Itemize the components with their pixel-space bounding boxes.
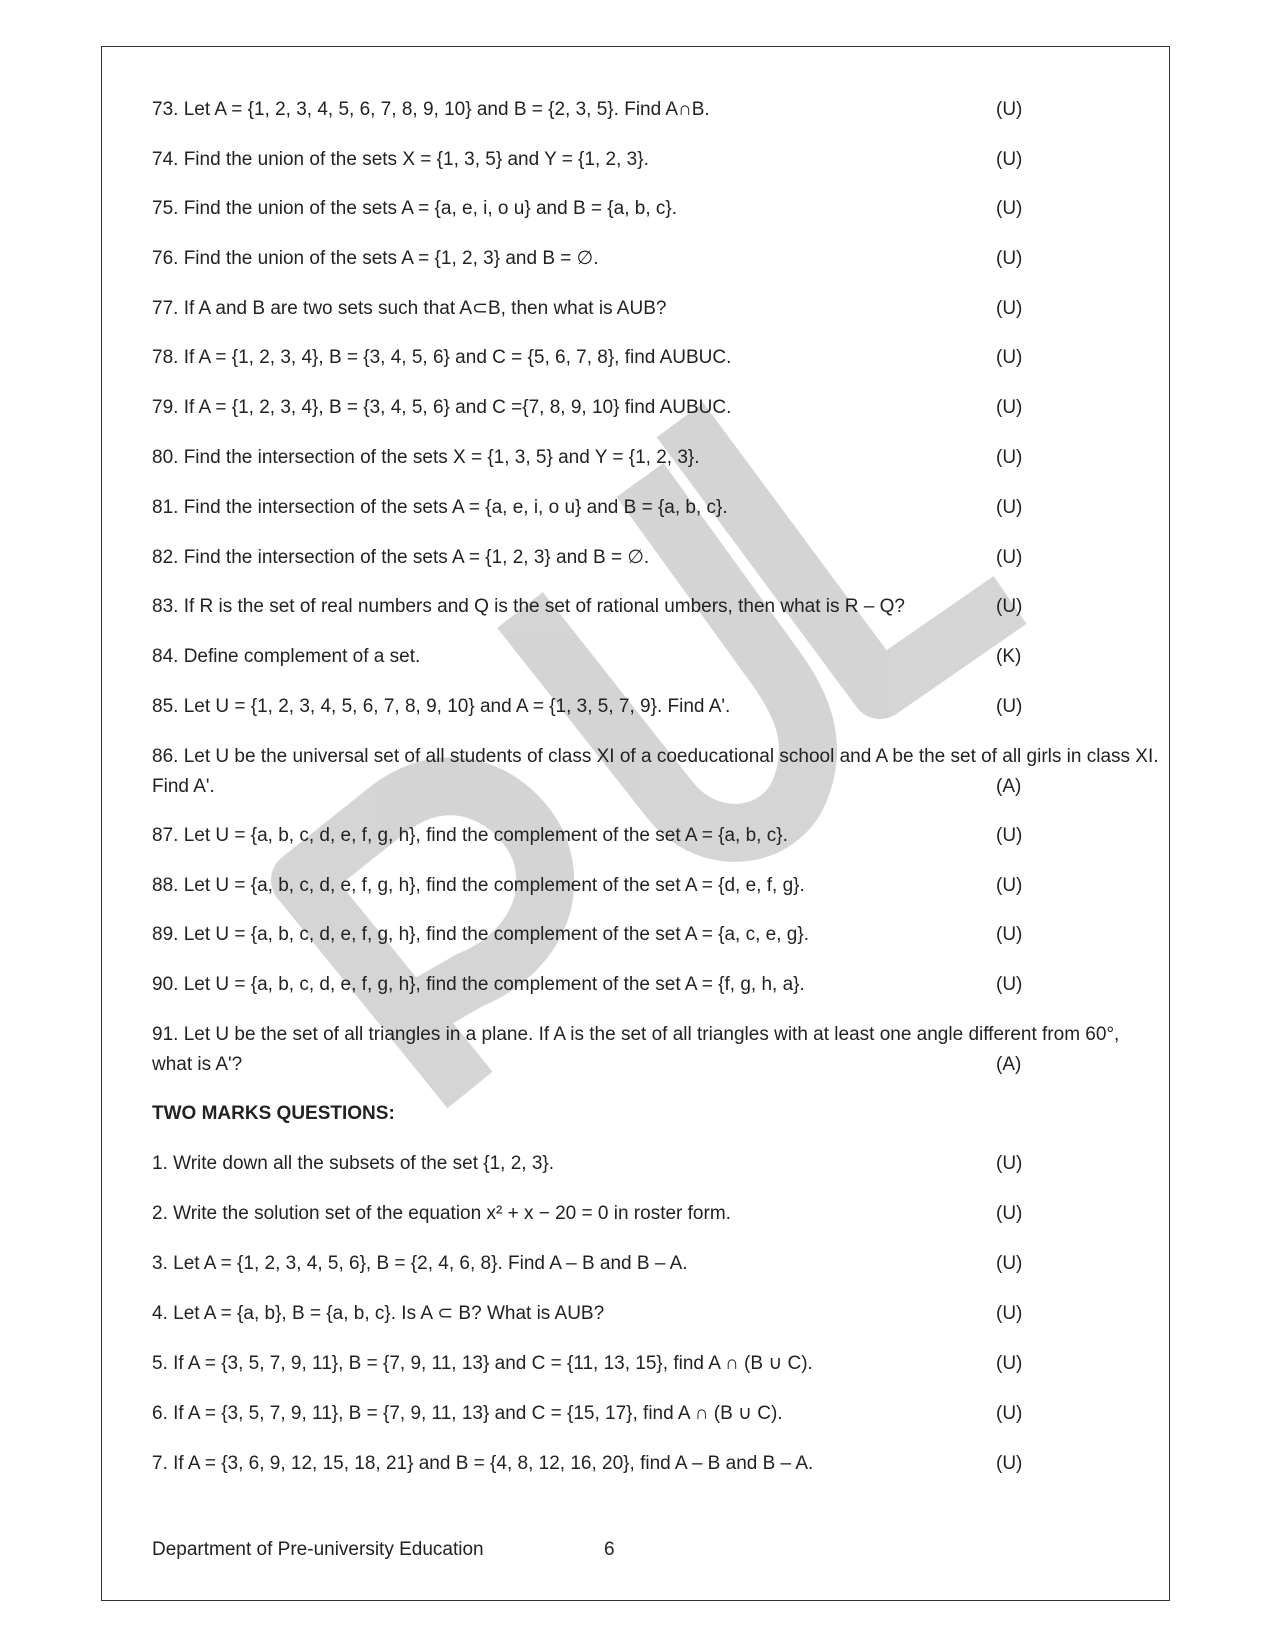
- page-number: 6: [604, 1539, 615, 1560]
- question-mark-badge: (U): [996, 1453, 1023, 1474]
- question-text: 1. Write down all the subsets of the set {1, 2, 3}.: [152, 1153, 555, 1174]
- question-text: 73. Let A = {1, 2, 3, 4, 5, 6, 7, 8, 9, 10} and B = {2, 3, 5}. Find A∩B.: [152, 99, 710, 120]
- question-mark-badge: (U): [996, 298, 1023, 319]
- question-text: 89. Let U = {a, b, c, d, e, f, g, h}, find the complement of the set A = {a, c, e, g}.: [152, 924, 809, 945]
- question-mark-badge: (U): [996, 397, 1023, 418]
- question-text: 6. If A = {3, 5, 7, 9, 11}, B = {7, 9, 11, 13} and C = {15, 17}, find A ∩ (B ∪ C).: [152, 1403, 783, 1424]
- question-mark-badge: (U): [996, 1303, 1023, 1324]
- question-text: 88. Let U = {a, b, c, d, e, f, g, h}, find the complement of the set A = {d, e, f, g}.: [152, 875, 805, 896]
- question-text: 78. If A = {1, 2, 3, 4}, B = {3, 4, 5, 6} and C = {5, 6, 7, 8}, find AUBUC.: [152, 347, 732, 368]
- question-text: 87. Let U = {a, b, c, d, e, f, g, h}, find the complement of the set A = {a, b, c}.: [152, 825, 788, 846]
- question-text: 85. Let U = {1, 2, 3, 4, 5, 6, 7, 8, 9, 10} and A = {1, 3, 5, 7, 9}. Find A'.: [152, 696, 731, 717]
- question-mark-badge: (U): [996, 1203, 1023, 1224]
- section-heading: TWO MARKS QUESTIONS:: [152, 1103, 395, 1124]
- question-mark-badge: (U): [996, 596, 1023, 617]
- question-mark-badge: (U): [996, 825, 1023, 846]
- question-mark-badge: (K): [996, 646, 1022, 667]
- question-mark-badge: (U): [996, 875, 1023, 896]
- question-text: 90. Let U = {a, b, c, d, e, f, g, h}, find the complement of the set A = {f, g, h, a}.: [152, 974, 805, 995]
- question-text: 86. Let U be the universal set of all students of class XI of a coeducational school and A be the set of all girls in class XI. Find A'.: [152, 746, 1159, 797]
- question-text: 81. Find the intersection of the sets A = {a, e, i, o u} and B = {a, b, c}.: [152, 497, 728, 518]
- question-mark-badge: (U): [996, 1403, 1023, 1424]
- question-mark-badge: (U): [996, 248, 1023, 269]
- question-mark-badge: (U): [996, 347, 1023, 368]
- question-text: 83. If R is the set of real numbers and Q is the set of rational umbers, then what is R – Q?: [152, 596, 905, 617]
- question-mark-badge: (U): [996, 696, 1023, 717]
- question-mark-badge: (U): [996, 1253, 1023, 1274]
- question-text: 80. Find the intersection of the sets X = {1, 3, 5} and Y = {1, 2, 3}.: [152, 447, 700, 468]
- question-mark-badge: (U): [996, 1153, 1023, 1174]
- question-text: 7. If A = {3, 6, 9, 12, 15, 18, 21} and B = {4, 8, 12, 16, 20}, find A – B and B – A.: [152, 1453, 814, 1474]
- question-mark-badge: (U): [996, 198, 1023, 219]
- question-mark-badge: (A): [996, 1054, 1022, 1075]
- question-text: 3. Let A = {1, 2, 3, 4, 5, 6}, B = {2, 4, 6, 8}. Find A – B and B – A.: [152, 1253, 688, 1274]
- question-mark-badge: (U): [996, 974, 1023, 995]
- question-text: 5. If A = {3, 5, 7, 9, 11}, B = {7, 9, 11, 13} and C = {11, 13, 15}, find A ∩ (B ∪ C).: [152, 1353, 813, 1374]
- question-mark-badge: (U): [996, 547, 1023, 568]
- question-mark-badge: (A): [996, 776, 1022, 797]
- question-text: 4. Let A = {a, b}, B = {a, b, c}. Is A ⊂ B? What is AUB?: [152, 1303, 605, 1324]
- footer-department: Department of Pre-university Education: [152, 1539, 484, 1560]
- question-mark-badge: (U): [996, 149, 1023, 170]
- question-text: 2. Write the solution set of the equation x² + x − 20 = 0 in roster form.: [152, 1203, 731, 1224]
- question-text: 91. Let U be the set of all triangles in a plane. If A is the set of all triangles with at least one angle different from 60°, what is A'?: [152, 1024, 1120, 1075]
- question-mark-badge: (U): [996, 1353, 1023, 1374]
- question-text: 79. If A = {1, 2, 3, 4}, B = {3, 4, 5, 6} and C ={7, 8, 9, 10} find AUBUC.: [152, 397, 732, 418]
- question-mark-badge: (U): [996, 99, 1023, 120]
- question-text: 84. Define complement of a set.: [152, 646, 421, 667]
- question-mark-badge: (U): [996, 497, 1023, 518]
- question-text: 76. Find the union of the sets A = {1, 2, 3} and B = ∅.: [152, 248, 599, 269]
- question-text: 77. If A and B are two sets such that A⊂B, then what is AUB?: [152, 298, 667, 319]
- question-text: 82. Find the intersection of the sets A = {1, 2, 3} and B = ∅.: [152, 547, 650, 568]
- question-text: 75. Find the union of the sets A = {a, e, i, o u} and B = {a, b, c}.: [152, 198, 677, 219]
- question-text: 74. Find the union of the sets X = {1, 3, 5} and Y = {1, 2, 3}.: [152, 149, 649, 170]
- question-mark-badge: (U): [996, 447, 1023, 468]
- question-mark-badge: (U): [996, 924, 1023, 945]
